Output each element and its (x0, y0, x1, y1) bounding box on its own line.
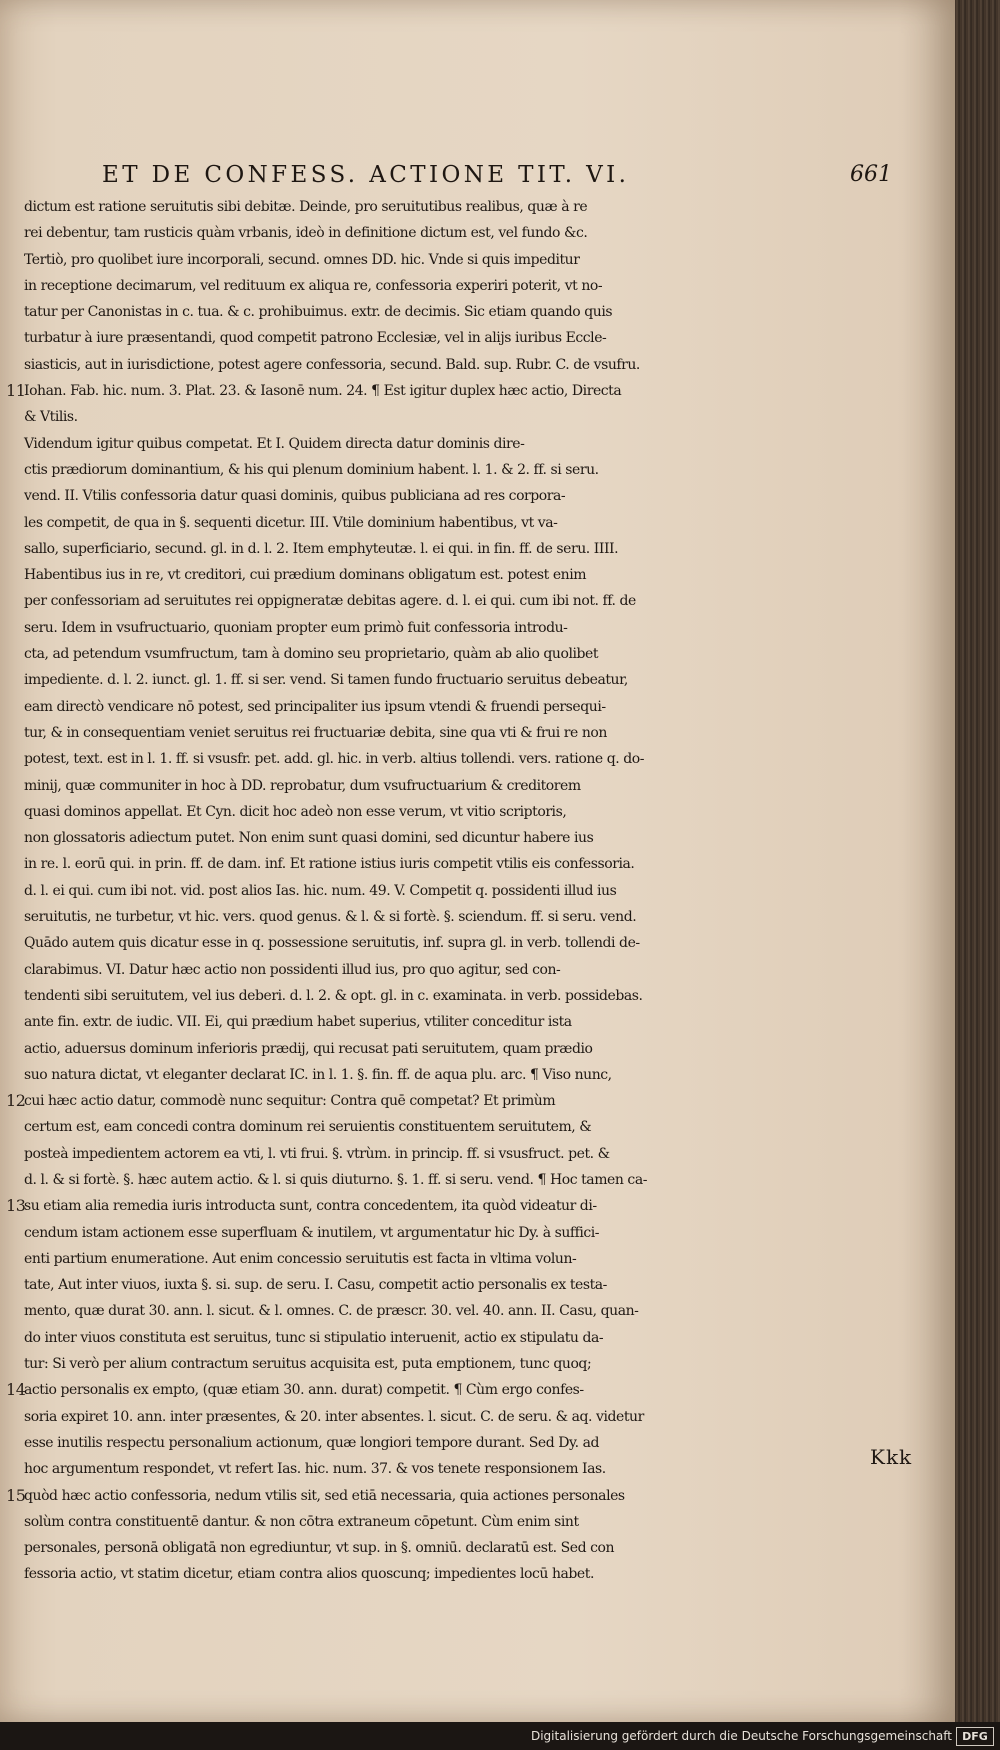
text-line: posteà impedientem actorem ea vti, l. vti frui. §. vtrùm. in princip. ff. si vsusfruct. pet. & (24, 1145, 610, 1162)
text-line: soria expiret 10. ann. inter præsentes, & 20. inter absentes. l. sicut. C. de seru. & aq. videtur (24, 1408, 644, 1425)
text-line: in receptione decimarum, vel redituum ex aliqua re, confessoria experiri poterit, vt no- (24, 277, 603, 294)
text-line: esse inutilis respectu personalium actionum, quæ longiori tempore durant. Sed Dy. ad (24, 1434, 600, 1451)
text-line: seruitutis, ne turbetur, vt hic. vers. quod genus. & l. & si fortè. §. sciendum. ff. si seru. vend. (24, 909, 637, 926)
text-line: les competit, de qua in §. sequenti dicetur. III. Vtile dominium habentibus, vt va- (24, 514, 558, 531)
dfg-logo: DFG (956, 1727, 994, 1746)
text-line: tatur per Canonistas in c. tua. & c. prohibuimus. extr. de decimis. Sic etiam quando quis (24, 304, 613, 321)
text-line: cta, ad petendum vsumfructum, tam à domino seu proprietario, quàm ab alio quolibet (24, 646, 599, 663)
margin-number: 13 (6, 1196, 26, 1216)
text-line: solùm contra constituentē dantur. & non cōtra extraneum cōpetunt. Cùm enim sint (24, 1513, 579, 1530)
text-line: enti partium enumeratione. Aut enim concessio seruitutis est facta in vltima volun- (24, 1250, 577, 1267)
text-line: turbatur à iure præsentandi, quod competit patrono Ecclesiæ, vel in alijs iuribus Eccle- (24, 330, 607, 347)
text-line: fessoria actio, vt statim dicetur, etiam contra alios quoscunq; impedientes locū habet. (24, 1566, 594, 1583)
text-line: certum est, eam concedi contra dominum rei seruientis constituentem seruitutem, & (24, 1119, 592, 1136)
text-line: mento, quæ durat 30. ann. l. sicut. & l. omnes. C. de præscr. 30. vel. 40. ann. II. Casu, quan- (24, 1303, 639, 1320)
text-line: tur, & in consequentiam veniet seruitus rei fructuariæ debita, sine qua vti & frui re non (24, 724, 607, 741)
margin-number: 14 (6, 1380, 26, 1400)
text-line: actio, aduersus dominum inferioris prædij, qui recusat pati seruitutem, quam prædio (24, 1040, 593, 1057)
text-line: cui hæc actio datur, commodè nunc sequitur: Contra quē competat? Et primùm 12 (24, 1088, 964, 1114)
text-line: sallo, superficiario, secund. gl. in d. l. 2. Item emphyteutæ. l. ei qui. in fin. ff. de seru. IIII. (24, 540, 619, 557)
text-line: ctis prædiorum dominantium, & his qui plenum dominium habent. l. 1. & 2. ff. si seru. (24, 461, 599, 478)
margin-number: 11 (6, 381, 26, 401)
text-line: suo natura dictat, vt eleganter declarat IC. in l. 1. §. fin. ff. de aqua plu. arc. ¶ Viso nunc, (24, 1066, 612, 1083)
text-line: hoc argumentum respondet, vt refert Ias. hic. num. 37. & vos tenete responsionem Ias. (24, 1461, 606, 1478)
margin-number: 12 (6, 1091, 26, 1111)
margin-number: 15 (6, 1485, 26, 1505)
text-line: vend. II. Vtilis confessoria datur quasi dominis, quibus publiciana ad res corpora- (24, 488, 566, 505)
text-line: in re. l. eorū qui. in prin. ff. de dam. inf. Et ratione istius iuris competit vtilis eis confessoria. (24, 856, 635, 873)
text-line: dictum est ratione seruitutis sibi debitæ. Deinde, pro seruitutibus realibus, quæ à re (24, 199, 588, 215)
text-line: cendum istam actionem esse superfluam & inutilem, vt argumentatur hic Dy. à suffici- (24, 1224, 600, 1241)
text-line: su etiam alia remedia iuris introducta sunt, contra concedentem, ita quòd videatur di- 13 (24, 1193, 964, 1219)
text-line: seru. Idem in vsufructuario, quoniam propter eum primò fuit confessoria introdu- (24, 619, 568, 636)
text-line: Iohan. Fab. hic. num. 3. Plat. 23. & Iasonē num. 24. ¶ Est igitur duplex hæc actio, Directa 11 (24, 378, 964, 404)
text-line: Videndum igitur quibus competat. Et I. Quidem directa datur dominis dire- (24, 435, 525, 452)
text-line: per confessoriam ad seruitutes rei oppigneratæ debitas agere. d. l. ei qui. cum ibi not. ff. de (24, 593, 636, 610)
text-body (6, 194, 964, 1588)
text-line: actio personalis ex empto, (quæ etiam 30. ann. durat) competit. ¶ Cùm ergo confes- 14 (24, 1377, 964, 1403)
text-line: tate, Aut inter viuos, iuxta §. si. sup. de seru. I. Casu, competit actio personalis ex testa- (24, 1277, 607, 1294)
text-line: minij, quæ communiter in hoc à DD. reprobatur, dum vsufructuarium & creditorem (24, 777, 581, 794)
text-line: quòd hæc actio confessoria, nedum vtilis sit, sed etiā necessaria, quia actiones personales 15 (24, 1483, 964, 1509)
catchword: Kkk (870, 1445, 913, 1469)
text-line: rei debentur, tam rusticis quàm vrbanis, ideò in definitione dictum est, vel fundo &c. (24, 225, 588, 242)
text-line: potest, text. est in l. 1. ff. si vsusfr. pet. add. gl. hic. in verb. altius tollendi. vers. ratione q. do- (24, 751, 645, 768)
text-line: eam directò vendicare nō potest, sed principaliter ius ipsum vtendi & fruendi persequi- (24, 698, 606, 715)
text-line: tur: Si verò per alium contractum seruitus acquisita est, puta emptionem, tunc quoq; (24, 1356, 592, 1373)
footer-credit: Digitalisierung gefördert durch die Deutsche Forschungsgemeinschaft (530, 1729, 952, 1743)
text-line: do inter viuos constituta est seruitus, tunc si stipulatio interuenit, actio ex stipulatu da- (24, 1329, 604, 1346)
text-line: d. l. & si fortè. §. hæc autem actio. & l. si quis diuturno. §. 1. ff. si seru. vend. ¶ Hoc tamen ca- (24, 1171, 647, 1188)
text-line: quasi dominos appellat. Et Cyn. dicit hoc adeò non esse verum, vt vitio scriptoris, (24, 803, 567, 820)
text-line: personales, personā obligatā non egrediuntur, vt sup. in §. omniū. declaratū est. Sed con (24, 1540, 615, 1557)
text-line: & Vtilis. (24, 409, 78, 426)
text-line: ante fin. extr. de iudic. VII. Ei, qui prædium habet superius, vtiliter conceditur ista (24, 1014, 572, 1031)
text-line: impediente. d. l. 2. iunct. gl. 1. ff. si ser. vend. Si tamen fundo fructuario seruitus debeatur, (24, 672, 628, 689)
text-line: Quādo autem quis dicatur esse in q. possessione seruitutis, inf. supra gl. in verb. tollendi de- (24, 935, 640, 952)
text-line: tendenti sibi seruitutem, vel ius deberi. d. l. 2. & opt. gl. in c. examinata. in verb. possidebas. (24, 987, 643, 1004)
text-line: siasticis, aut in iurisdictione, potest agere confessoria, secund. Bald. sup. Rubr. C. de vsufru. (24, 356, 640, 373)
page-number: 661 (850, 162, 892, 187)
running-header (102, 162, 892, 188)
text-line: d. l. ei qui. cum ibi not. vid. post alios Ias. hic. num. 49. V. Competit q. possidenti illud ius (24, 882, 617, 899)
text-line: Habentibus ius in re, vt creditori, cui prædium dominans obligatum est. potest enim (24, 567, 587, 584)
header-title: ET DE CONFESS. ACTIONE TIT. VI. (102, 162, 630, 188)
footer-bar (0, 1722, 1000, 1750)
text-line: clarabimus. VI. Datur hæc actio non possidenti illud ius, pro quo agitur, sed con- (24, 961, 561, 978)
text-line: Tertiò, pro quolibet iure incorporali, secund. omnes DD. hic. Vnde si quis impeditur (24, 251, 580, 268)
text-line: non glossatoris adiectum putet. Non enim sunt quasi domini, sed dicuntur habere ius (24, 830, 594, 847)
